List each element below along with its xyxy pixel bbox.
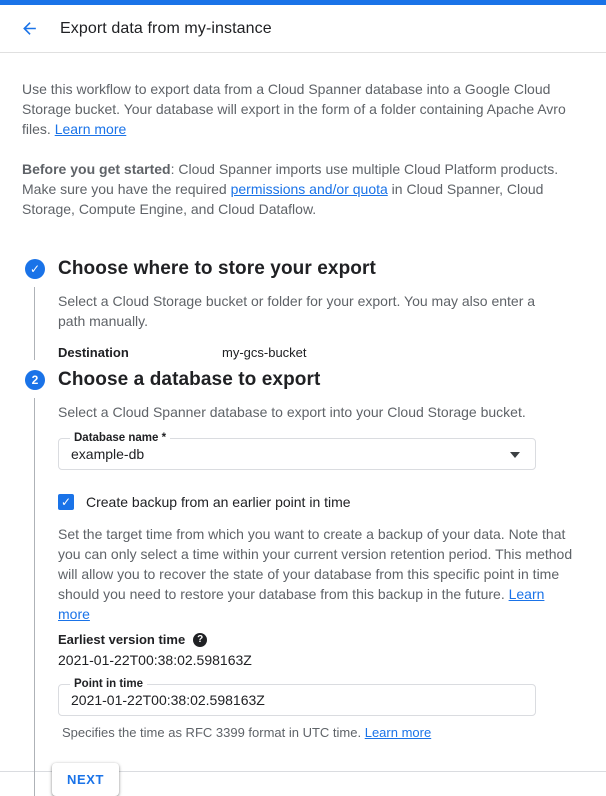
step-1-store-export [0, 257, 606, 368]
earliest-version-value: 2021-01-22T00:38:02.598163Z [58, 652, 252, 668]
point-in-time-field [58, 678, 536, 716]
main-content [0, 53, 606, 787]
stepper-connector-2 [34, 398, 35, 796]
step-1-description: Select a Cloud Storage bucket or folder for your export. You may also enter a path manually. [58, 293, 536, 329]
step-2-number: 2 [31, 373, 39, 387]
step-1-complete-badge [25, 259, 45, 279]
intro-paragraph-1 [22, 79, 567, 139]
destination-row [58, 345, 606, 368]
stepper-connector-1 [34, 287, 35, 360]
destination-value: my-gcs-bucket [222, 345, 307, 360]
back-arrow-icon [20, 19, 39, 38]
point-in-time-label: Point in time [70, 677, 147, 692]
learn-more-link-helper[interactable]: Learn more [364, 725, 432, 740]
helper-text: Specifies the time as RFC 3399 format in UTC time. [62, 725, 365, 740]
earliest-version-row [58, 632, 606, 647]
intro-paragraph-1-text: Use this workflow to export data from a Cloud Spanner database into a Google Cloud Storage bucket. Your database will export in the form of a folder containing Apache Avro files. [22, 81, 566, 137]
backup-description [58, 524, 580, 624]
step-1-title: Choose where to store your export [58, 258, 376, 279]
learn-more-link-intro[interactable]: Learn more [54, 121, 127, 137]
backup-checkbox[interactable] [58, 494, 74, 510]
backup-description-text: Set the target time from which you want to create a backup of your data. Note that you can only select a time within your current version retention period. This method will allow you to recover the state of your database from this specific point in time should you need to restore your database from this backup in the future. [58, 526, 573, 602]
destination-label: Destination [58, 345, 129, 360]
point-in-time-input[interactable] [71, 692, 523, 708]
database-name-label: Database name * [70, 431, 170, 446]
database-name-value: example-db [71, 446, 145, 462]
step-2-choose-database [0, 368, 606, 796]
intro-section [0, 53, 606, 239]
help-icon-glyph: ? [197, 634, 204, 645]
intro-paragraph-2-end: in Cloud Spanner, Cloud Storage, Compute Engine, and Cloud Dataflow. [22, 181, 544, 217]
dropdown-caret-icon [510, 452, 520, 458]
step-2-title: Choose a database to export [58, 369, 321, 390]
next-button[interactable]: NEXT [52, 763, 119, 796]
intro-paragraph-2 [22, 159, 567, 219]
backup-checkbox-row [58, 494, 606, 510]
page-title: Export data from my-instance [60, 19, 272, 37]
backup-checkbox-label[interactable]: Create backup from an earlier point in time [86, 494, 351, 510]
step-2-description: Select a Cloud Spanner database to export into your Cloud Storage bucket. [58, 404, 526, 420]
earliest-version-label: Earliest version time [58, 632, 186, 647]
intro-paragraph-2-text: : Cloud Spanner imports use multiple Cloud Platform products. Make sure you have the required [22, 161, 559, 197]
before-you-start-bold: Before you get started [22, 161, 171, 177]
learn-more-link-backup[interactable]: Learn more [58, 586, 545, 622]
help-icon[interactable] [193, 633, 207, 647]
page-header [0, 5, 606, 53]
database-name-select[interactable] [58, 432, 536, 470]
check-icon: ✓ [29, 262, 41, 276]
back-button[interactable] [16, 16, 42, 42]
point-in-time-helper [62, 725, 606, 741]
checkbox-check-icon: ✓ [60, 495, 72, 509]
permissions-quota-link[interactable]: permissions and/or quota [230, 181, 388, 197]
stepper [0, 257, 606, 796]
step-2-number-badge [25, 370, 45, 390]
